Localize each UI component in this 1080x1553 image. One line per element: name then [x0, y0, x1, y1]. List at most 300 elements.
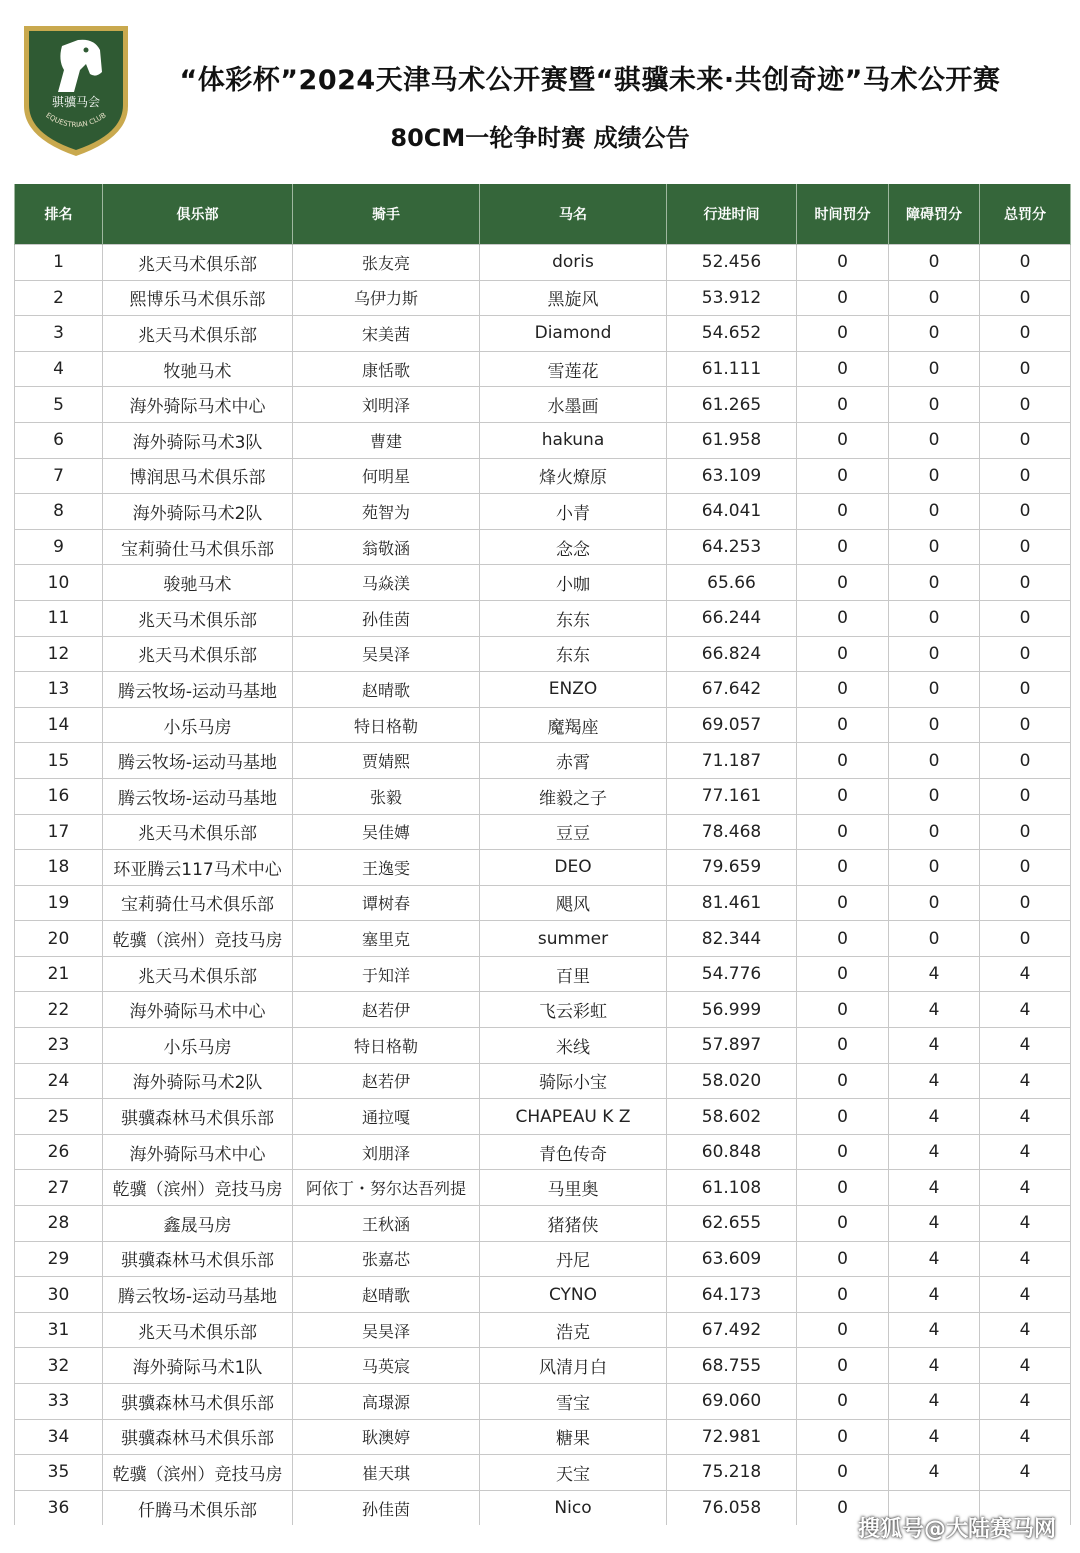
club-cell: 腾云牧场-运动马基地: [103, 1277, 293, 1313]
equestrian-club-logo: [14, 20, 138, 160]
time-cell: 75.218: [667, 1455, 797, 1491]
table-row: [15, 458, 1071, 494]
rank-cell: 12: [15, 636, 103, 672]
time-cell: 63.109: [667, 458, 797, 494]
time-penalty-cell: 0: [797, 1312, 889, 1348]
rider-cell: 乌伊力斯: [293, 280, 480, 316]
column-header-horse: 马名: [480, 184, 667, 245]
horse-cell: 念念: [480, 529, 667, 565]
column-header-total-penalty: 总罚分: [980, 184, 1071, 245]
club-cell: 兆天马术俱乐部: [103, 600, 293, 636]
rank-cell: 21: [15, 956, 103, 992]
table-row: [15, 1063, 1071, 1099]
table-row: [15, 1028, 1071, 1064]
time-penalty-cell: 0: [797, 1206, 889, 1242]
rank-cell: 18: [15, 850, 103, 886]
horse-cell: summer: [480, 921, 667, 957]
obstacle-penalty-cell: 4: [889, 1134, 980, 1170]
total-penalty-cell: 0: [980, 778, 1071, 814]
rank-cell: 7: [15, 458, 103, 494]
club-cell: 海外骑际马术2队: [103, 1063, 293, 1099]
club-cell: 小乐马房: [103, 707, 293, 743]
club-cell: 骏驰马术: [103, 565, 293, 601]
total-penalty-cell: 4: [980, 1455, 1071, 1491]
total-penalty-cell: 0: [980, 387, 1071, 423]
rider-cell: 吴佳嫥: [293, 814, 480, 850]
table-row: [15, 1134, 1071, 1170]
club-cell: 兆天马术俱乐部: [103, 636, 293, 672]
table-row: [15, 707, 1071, 743]
horse-cell: hakuna: [480, 422, 667, 458]
time-penalty-cell: 0: [797, 992, 889, 1028]
rider-cell: 翁敬涵: [293, 529, 480, 565]
obstacle-penalty-cell: 0: [889, 885, 980, 921]
table-row: [15, 921, 1071, 957]
horse-cell: Diamond: [480, 316, 667, 352]
rider-cell: 马英宸: [293, 1348, 480, 1384]
time-cell: 61.111: [667, 351, 797, 387]
club-cell: 骐骥森林马术俱乐部: [103, 1241, 293, 1277]
rider-cell: 张友亮: [293, 245, 480, 281]
obstacle-penalty-cell: 4: [889, 1384, 980, 1420]
time-penalty-cell: 0: [797, 1063, 889, 1099]
time-cell: 54.652: [667, 316, 797, 352]
total-penalty-cell: 4: [980, 1419, 1071, 1455]
time-penalty-cell: 0: [797, 1170, 889, 1206]
rider-cell: 何明星: [293, 458, 480, 494]
rank-cell: 31: [15, 1312, 103, 1348]
rider-cell: 康恬歌: [293, 351, 480, 387]
table-row: [15, 351, 1071, 387]
horse-cell: 米线: [480, 1028, 667, 1064]
rider-cell: 吴昊泽: [293, 1312, 480, 1348]
obstacle-penalty-cell: 4: [889, 1099, 980, 1135]
horse-cell: 天宝: [480, 1455, 667, 1491]
club-cell: 乾骥（滨州）竞技马房: [103, 1455, 293, 1491]
time-cell: 68.755: [667, 1348, 797, 1384]
rider-cell: 王逸雯: [293, 850, 480, 886]
club-cell: 腾云牧场-运动马基地: [103, 778, 293, 814]
horse-cell: 水墨画: [480, 387, 667, 423]
table-row: [15, 1312, 1071, 1348]
rider-cell: 王秋涵: [293, 1206, 480, 1242]
horse-cell: Nico: [480, 1490, 667, 1525]
rank-cell: 24: [15, 1063, 103, 1099]
time-cell: 56.999: [667, 992, 797, 1028]
time-cell: 54.776: [667, 956, 797, 992]
rank-cell: 29: [15, 1241, 103, 1277]
obstacle-penalty-cell: 0: [889, 600, 980, 636]
obstacle-penalty-cell: 4: [889, 1348, 980, 1384]
horse-cell: 东东: [480, 600, 667, 636]
rider-cell: 马焱渼: [293, 565, 480, 601]
rank-cell: 33: [15, 1384, 103, 1420]
obstacle-penalty-cell: 0: [889, 387, 980, 423]
total-penalty-cell: 4: [980, 1099, 1071, 1135]
obstacle-penalty-cell: 0: [889, 814, 980, 850]
club-cell: 宝莉骑仕马术俱乐部: [103, 529, 293, 565]
obstacle-penalty-cell: 0: [889, 245, 980, 281]
rider-cell: 赵若伊: [293, 1063, 480, 1099]
time-penalty-cell: 0: [797, 422, 889, 458]
total-penalty-cell: 0: [980, 707, 1071, 743]
table-row: [15, 422, 1071, 458]
total-penalty-cell: 0: [980, 565, 1071, 601]
rider-cell: 于知洋: [293, 956, 480, 992]
obstacle-penalty-cell: 4: [889, 1241, 980, 1277]
time-penalty-cell: 0: [797, 1134, 889, 1170]
rider-cell: 孙佳茵: [293, 600, 480, 636]
horse-cell: 赤霄: [480, 743, 667, 779]
obstacle-penalty-cell: 0: [889, 422, 980, 458]
obstacle-penalty-cell: 0: [889, 351, 980, 387]
rider-cell: 孙佳茵: [293, 1490, 480, 1525]
table-row: [15, 850, 1071, 886]
rider-cell: 宋美茜: [293, 316, 480, 352]
table-row: [15, 565, 1071, 601]
total-penalty-cell: 0: [980, 921, 1071, 957]
horse-cell: 丹尼: [480, 1241, 667, 1277]
table-row: [15, 494, 1071, 530]
obstacle-penalty-cell: 4: [889, 1063, 980, 1099]
horse-cell: 东东: [480, 636, 667, 672]
total-penalty-cell: 0: [980, 743, 1071, 779]
horse-cell: 小青: [480, 494, 667, 530]
obstacle-penalty-cell: 0: [889, 707, 980, 743]
club-cell: 海外骑际马术中心: [103, 387, 293, 423]
total-penalty-cell: 0: [980, 351, 1071, 387]
column-header-club: 俱乐部: [103, 184, 293, 245]
club-cell: 兆天马术俱乐部: [103, 956, 293, 992]
rank-cell: 20: [15, 921, 103, 957]
time-penalty-cell: 0: [797, 1277, 889, 1313]
time-cell: 66.824: [667, 636, 797, 672]
time-penalty-cell: 0: [797, 850, 889, 886]
horse-cell: 骑际小宝: [480, 1063, 667, 1099]
time-cell: 61.958: [667, 422, 797, 458]
horse-cell: 烽火燎原: [480, 458, 667, 494]
rider-cell: 张毅: [293, 778, 480, 814]
time-penalty-cell: 0: [797, 707, 889, 743]
table-row: [15, 1241, 1071, 1277]
obstacle-penalty-cell: 0: [889, 672, 980, 708]
time-penalty-cell: 0: [797, 1384, 889, 1420]
total-penalty-cell: 4: [980, 1312, 1071, 1348]
rider-cell: 刘明泽: [293, 387, 480, 423]
obstacle-penalty-cell: 4: [889, 1277, 980, 1313]
time-cell: 71.187: [667, 743, 797, 779]
rank-cell: 36: [15, 1490, 103, 1525]
rider-cell: 赵晴歌: [293, 1277, 480, 1313]
obstacle-penalty-cell: 4: [889, 992, 980, 1028]
obstacle-penalty-cell: 0: [889, 494, 980, 530]
total-penalty-cell: 4: [980, 1028, 1071, 1064]
total-penalty-cell: 4: [980, 1134, 1071, 1170]
rider-cell: 崔天琪: [293, 1455, 480, 1491]
obstacle-penalty-cell: 0: [889, 458, 980, 494]
time-penalty-cell: 0: [797, 387, 889, 423]
rider-cell: 赵晴歌: [293, 672, 480, 708]
watermark: 搜狐号@大陆赛马网: [857, 1517, 1056, 1542]
club-cell: 牧驰马术: [103, 351, 293, 387]
rank-cell: 6: [15, 422, 103, 458]
horse-cell: doris: [480, 245, 667, 281]
horse-cell: 雪宝: [480, 1384, 667, 1420]
club-cell: 腾云牧场-运动马基地: [103, 743, 293, 779]
time-cell: 64.253: [667, 529, 797, 565]
obstacle-penalty-cell: 4: [889, 956, 980, 992]
rank-cell: 15: [15, 743, 103, 779]
horse-cell: 雪莲花: [480, 351, 667, 387]
horse-cell: 飓风: [480, 885, 667, 921]
time-cell: 64.173: [667, 1277, 797, 1313]
total-penalty-cell: 0: [980, 850, 1071, 886]
time-cell: 62.655: [667, 1206, 797, 1242]
time-cell: 61.265: [667, 387, 797, 423]
obstacle-penalty-cell: 4: [889, 1455, 980, 1491]
time-cell: 81.461: [667, 885, 797, 921]
rank-cell: 23: [15, 1028, 103, 1064]
club-cell: 乾骥（滨州）竞技马房: [103, 1170, 293, 1206]
club-cell: 海外骑际马术3队: [103, 422, 293, 458]
rider-cell: 耿澳婷: [293, 1419, 480, 1455]
club-cell: 海外骑际马术中心: [103, 992, 293, 1028]
total-penalty-cell: 0: [980, 280, 1071, 316]
time-penalty-cell: 0: [797, 1099, 889, 1135]
time-cell: 58.602: [667, 1099, 797, 1135]
total-penalty-cell: 0: [980, 422, 1071, 458]
total-penalty-cell: 0: [980, 814, 1071, 850]
table-row: [15, 245, 1071, 281]
page-title: “体彩杯”2024天津马术公开赛暨“骐骥未来·共创奇迹”马术公开赛: [179, 65, 1001, 96]
time-penalty-cell: 0: [797, 1419, 889, 1455]
club-cell: 兆天马术俱乐部: [103, 316, 293, 352]
results-body: [15, 245, 1071, 1526]
club-cell: 宝莉骑仕马术俱乐部: [103, 885, 293, 921]
club-cell: 骐骥森林马术俱乐部: [103, 1419, 293, 1455]
club-cell: 博润思马术俱乐部: [103, 458, 293, 494]
time-penalty-cell: 0: [797, 814, 889, 850]
horse-cell: ENZO: [480, 672, 667, 708]
obstacle-penalty-cell: 0: [889, 529, 980, 565]
time-cell: 66.244: [667, 600, 797, 636]
table-row: [15, 1170, 1071, 1206]
time-cell: 58.020: [667, 1063, 797, 1099]
obstacle-penalty-cell: 0: [889, 565, 980, 601]
table-row: [15, 387, 1071, 423]
rank-cell: 1: [15, 245, 103, 281]
rank-cell: 11: [15, 600, 103, 636]
rider-cell: 通拉嘎: [293, 1099, 480, 1135]
table-row: [15, 1277, 1071, 1313]
rider-cell: 刘朋泽: [293, 1134, 480, 1170]
rank-cell: 30: [15, 1277, 103, 1313]
horse-cell: 糖果: [480, 1419, 667, 1455]
total-penalty-cell: 4: [980, 1206, 1071, 1242]
obstacle-penalty-cell: 0: [889, 636, 980, 672]
time-cell: 76.058: [667, 1490, 797, 1525]
horse-cell: 百里: [480, 956, 667, 992]
club-cell: 骐骥森林马术俱乐部: [103, 1099, 293, 1135]
rank-cell: 4: [15, 351, 103, 387]
horse-cell: 马里奥: [480, 1170, 667, 1206]
table-row: [15, 529, 1071, 565]
time-penalty-cell: 0: [797, 245, 889, 281]
column-header-time: 行进时间: [667, 184, 797, 245]
horse-cell: 小咖: [480, 565, 667, 601]
time-penalty-cell: 0: [797, 885, 889, 921]
table-row: [15, 280, 1071, 316]
time-cell: 57.897: [667, 1028, 797, 1064]
time-cell: 82.344: [667, 921, 797, 957]
obstacle-penalty-cell: 0: [889, 280, 980, 316]
rank-cell: 8: [15, 494, 103, 530]
club-cell: 海外骑际马术1队: [103, 1348, 293, 1384]
total-penalty-cell: 4: [980, 956, 1071, 992]
time-cell: 72.981: [667, 1419, 797, 1455]
table-row: [15, 1384, 1071, 1420]
rank-cell: 5: [15, 387, 103, 423]
rank-cell: 28: [15, 1206, 103, 1242]
horse-cell: 豆豆: [480, 814, 667, 850]
results-table: [14, 184, 1071, 1525]
table-row: [15, 636, 1071, 672]
obstacle-penalty-cell: 4: [889, 1028, 980, 1064]
horse-cell: 黑旋风: [480, 280, 667, 316]
rank-cell: 22: [15, 992, 103, 1028]
table-row: [15, 600, 1071, 636]
rank-cell: 32: [15, 1348, 103, 1384]
rank-cell: 14: [15, 707, 103, 743]
club-cell: 熙博乐马术俱乐部: [103, 280, 293, 316]
rank-cell: 26: [15, 1134, 103, 1170]
time-cell: 52.456: [667, 245, 797, 281]
horse-cell: CHAPEAU K Z: [480, 1099, 667, 1135]
time-penalty-cell: 0: [797, 529, 889, 565]
time-cell: 78.468: [667, 814, 797, 850]
rider-cell: 塞里克: [293, 921, 480, 957]
rank-cell: 17: [15, 814, 103, 850]
time-cell: 77.161: [667, 778, 797, 814]
rank-cell: 35: [15, 1455, 103, 1491]
obstacle-penalty-cell: 0: [889, 778, 980, 814]
rank-cell: 13: [15, 672, 103, 708]
total-penalty-cell: 4: [980, 992, 1071, 1028]
total-penalty-cell: 0: [980, 458, 1071, 494]
club-cell: 兆天马术俱乐部: [103, 814, 293, 850]
rank-cell: 27: [15, 1170, 103, 1206]
table-row: [15, 778, 1071, 814]
table-row: [15, 992, 1071, 1028]
club-cell: 腾云牧场-运动马基地: [103, 672, 293, 708]
table-row: [15, 956, 1071, 992]
column-header-obstacle-penalty: 障碍罚分: [889, 184, 980, 245]
obstacle-penalty-cell: 4: [889, 1312, 980, 1348]
table-header-row: [15, 184, 1071, 245]
rank-cell: 2: [15, 280, 103, 316]
rider-cell: 特日格勒: [293, 707, 480, 743]
time-penalty-cell: 0: [797, 1348, 889, 1384]
total-penalty-cell: 4: [980, 1241, 1071, 1277]
time-penalty-cell: 0: [797, 494, 889, 530]
time-cell: 60.848: [667, 1134, 797, 1170]
time-cell: 67.492: [667, 1312, 797, 1348]
table-row: [15, 316, 1071, 352]
time-cell: 65.66: [667, 565, 797, 601]
total-penalty-cell: 4: [980, 1170, 1071, 1206]
horse-cell: 浩克: [480, 1312, 667, 1348]
time-penalty-cell: 0: [797, 280, 889, 316]
time-cell: 53.912: [667, 280, 797, 316]
column-header-rider: 骑手: [293, 184, 480, 245]
obstacle-penalty-cell: 0: [889, 743, 980, 779]
time-penalty-cell: 0: [797, 956, 889, 992]
horse-cell: 魔羯座: [480, 707, 667, 743]
table-row: [15, 885, 1071, 921]
table-row: [15, 814, 1071, 850]
total-penalty-cell: 4: [980, 1348, 1071, 1384]
obstacle-penalty-cell: 4: [889, 1170, 980, 1206]
total-penalty-cell: 0: [980, 245, 1071, 281]
rider-cell: 吴昊泽: [293, 636, 480, 672]
rider-cell: 曹建: [293, 422, 480, 458]
horse-cell: 猪猪侠: [480, 1206, 667, 1242]
rank-cell: 3: [15, 316, 103, 352]
time-cell: 79.659: [667, 850, 797, 886]
time-penalty-cell: 0: [797, 458, 889, 494]
time-penalty-cell: 0: [797, 351, 889, 387]
rider-cell: 张嘉芯: [293, 1241, 480, 1277]
horse-cell: 青色传奇: [480, 1134, 667, 1170]
club-cell: 环亚腾云117马术中心: [103, 850, 293, 886]
obstacle-penalty-cell: 4: [889, 1419, 980, 1455]
total-penalty-cell: 0: [980, 494, 1071, 530]
obstacle-penalty-cell: 0: [889, 850, 980, 886]
rider-cell: 谭树春: [293, 885, 480, 921]
total-penalty-cell: 0: [980, 885, 1071, 921]
horse-cell: 风清月白: [480, 1348, 667, 1384]
column-header-time-penalty: 时间罚分: [797, 184, 889, 245]
total-penalty-cell: 0: [980, 529, 1071, 565]
rider-cell: 赵若伊: [293, 992, 480, 1028]
time-penalty-cell: 0: [797, 636, 889, 672]
time-penalty-cell: 0: [797, 1241, 889, 1277]
time-penalty-cell: 0: [797, 672, 889, 708]
rider-cell: 阿依丁・努尔达吾列提: [293, 1170, 480, 1206]
time-cell: 64.041: [667, 494, 797, 530]
rank-cell: 25: [15, 1099, 103, 1135]
rider-cell: 贾婧熙: [293, 743, 480, 779]
rank-cell: 19: [15, 885, 103, 921]
rank-cell: 9: [15, 529, 103, 565]
table-row: [15, 1206, 1071, 1242]
obstacle-penalty-cell: 0: [889, 921, 980, 957]
time-penalty-cell: 0: [797, 316, 889, 352]
club-cell: 骐骥森林马术俱乐部: [103, 1384, 293, 1420]
time-cell: 61.108: [667, 1170, 797, 1206]
time-penalty-cell: 0: [797, 565, 889, 601]
horse-cell: 飞云彩虹: [480, 992, 667, 1028]
club-cell: 鑫晟马房: [103, 1206, 293, 1242]
obstacle-penalty-cell: 0: [889, 316, 980, 352]
table-row: [15, 1419, 1071, 1455]
table-row: [15, 1099, 1071, 1135]
club-cell: 小乐马房: [103, 1028, 293, 1064]
total-penalty-cell: 4: [980, 1384, 1071, 1420]
total-penalty-cell: 4: [980, 1063, 1071, 1099]
rank-cell: 10: [15, 565, 103, 601]
time-cell: 69.057: [667, 707, 797, 743]
